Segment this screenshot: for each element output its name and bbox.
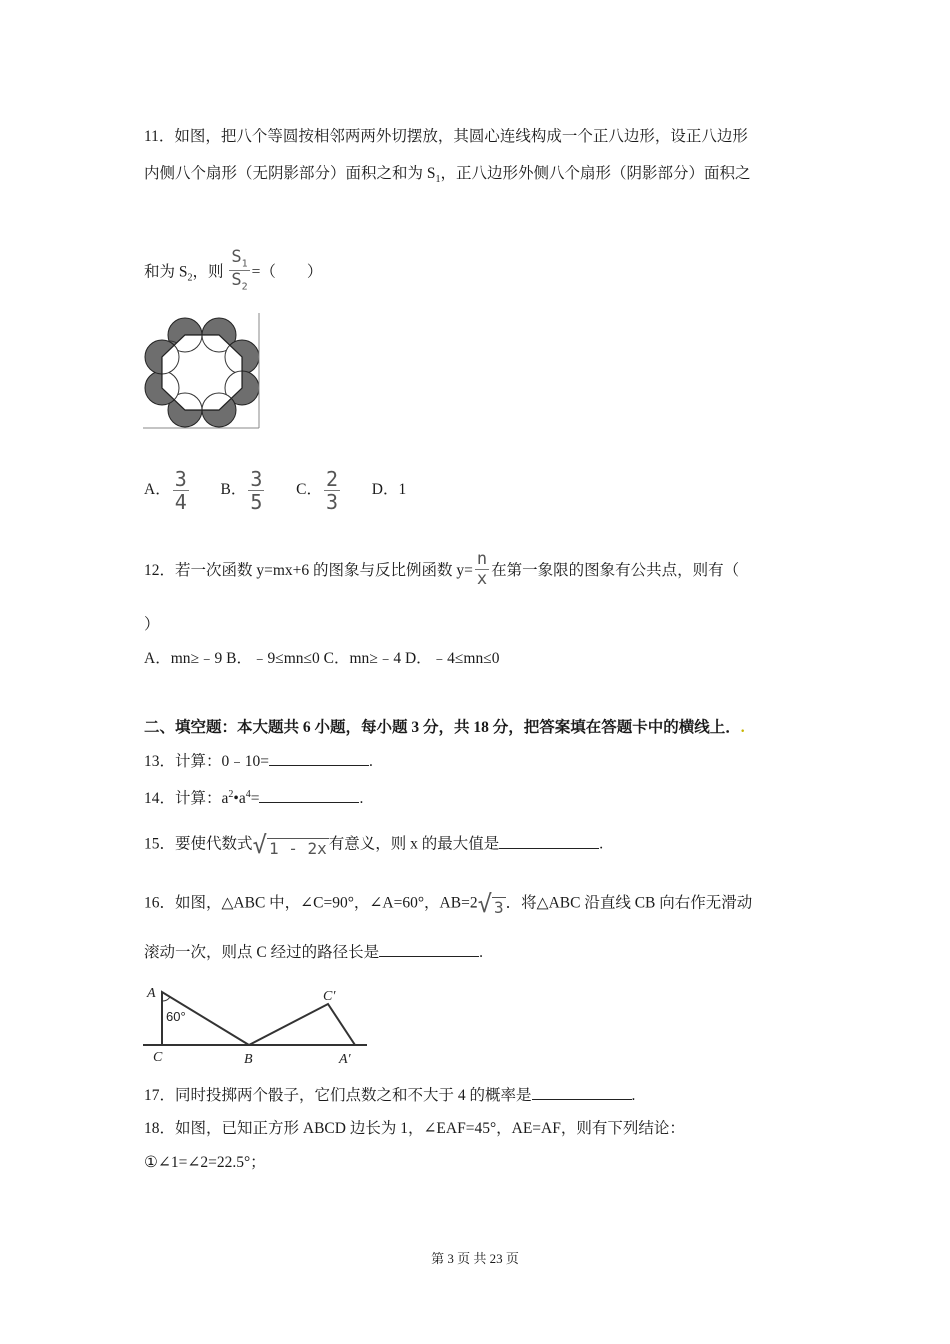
octagon-circles-figure	[143, 313, 261, 430]
q11-options	[144, 469, 406, 512]
q16-line2: 滚动一次，则点 C 经过的路径长是 .	[144, 944, 483, 961]
q18-line2: ①∠1=∠2=22.5°；	[144, 1154, 266, 1171]
label-c-prime: C′	[323, 989, 336, 1004]
answer-blank	[499, 834, 599, 849]
option-c: C． $\frac{2}{3}$	[296, 467, 339, 514]
q11-line1: 11．如图，把八个等圆按相邻两两外切摆放，其圆心连线构成一个正八边形，设正八边形	[144, 128, 748, 145]
q12-line1: 12．若一次函数 y=mx+6 的图象与反比例函数 y= $\frac{n}{x}$ 在第一象限的图象有公共点，则有（	[144, 549, 740, 589]
q11-line3: 和为 $S_2$，则 $\frac{S_1}{S_2}$ =（ ）	[144, 247, 323, 293]
section-2-title: 二、填空题：本大题共 6 小题，每小题 3 分，共 18 分，把答案填在答题卡中的横线上．.	[144, 719, 745, 736]
option-a: A． $\frac{3}{4}$	[144, 467, 187, 514]
label-b: B	[244, 1052, 253, 1064]
answer-blank	[532, 1085, 632, 1100]
q17: 17．同时投掷两个骰子，它们点数之和不大于 4 的概率是 .	[144, 1087, 636, 1104]
sqrt-expression: √ 1 - 2x	[252, 831, 327, 859]
q15: 15．要使代数式 √ 1 - 2x 有意义，则 x 的最大值是 .	[144, 831, 604, 859]
s1-over-s2-fraction: $\frac{S_1}{S_2}$	[231, 247, 248, 293]
q12-line2: ）	[144, 616, 160, 633]
label-a-prime: A′	[339, 1052, 351, 1064]
label-angle: 60°	[166, 1009, 186, 1024]
label-a: A	[147, 986, 156, 1001]
answer-blank	[379, 942, 479, 957]
q16-line1: 16．如图，△ABC 中，∠C=90°，∠A=60°，AB=2 √ 3 ．将△ABC 沿直线 CB 向右作无滑动	[144, 890, 753, 918]
page-footer: 第 3 页 共 23 页	[431, 1251, 519, 1266]
q14: 14．计算：$a^2•a^4=$ .	[144, 789, 364, 808]
sqrt-expression: √ 3	[477, 890, 504, 918]
option-b: B． $\frac{3}{5}$	[220, 467, 263, 514]
q18-line1: 18．如图，已知正方形 ABCD 边长为 1，∠EAF=45°，AE=AF，则有下列结论：	[144, 1120, 685, 1137]
answer-blank	[269, 751, 369, 766]
q12-options: A．mn≥﹣9 B．﹣9≤mn≤0 C．mn≥﹣4 D．﹣4≤mn≤0	[144, 650, 500, 667]
answer-blank	[259, 788, 359, 803]
option-d: D．1	[371, 481, 407, 499]
q13: 13．计算：0﹣10= .	[144, 753, 373, 770]
label-c: C	[153, 1050, 163, 1064]
triangle-rolling-figure	[143, 982, 369, 1064]
q11-line2: 内侧八个扇形（无阴影部分）面积之和为 $S_1$，正八边形外侧八个扇形（阴影部分）面积之	[144, 165, 751, 186]
